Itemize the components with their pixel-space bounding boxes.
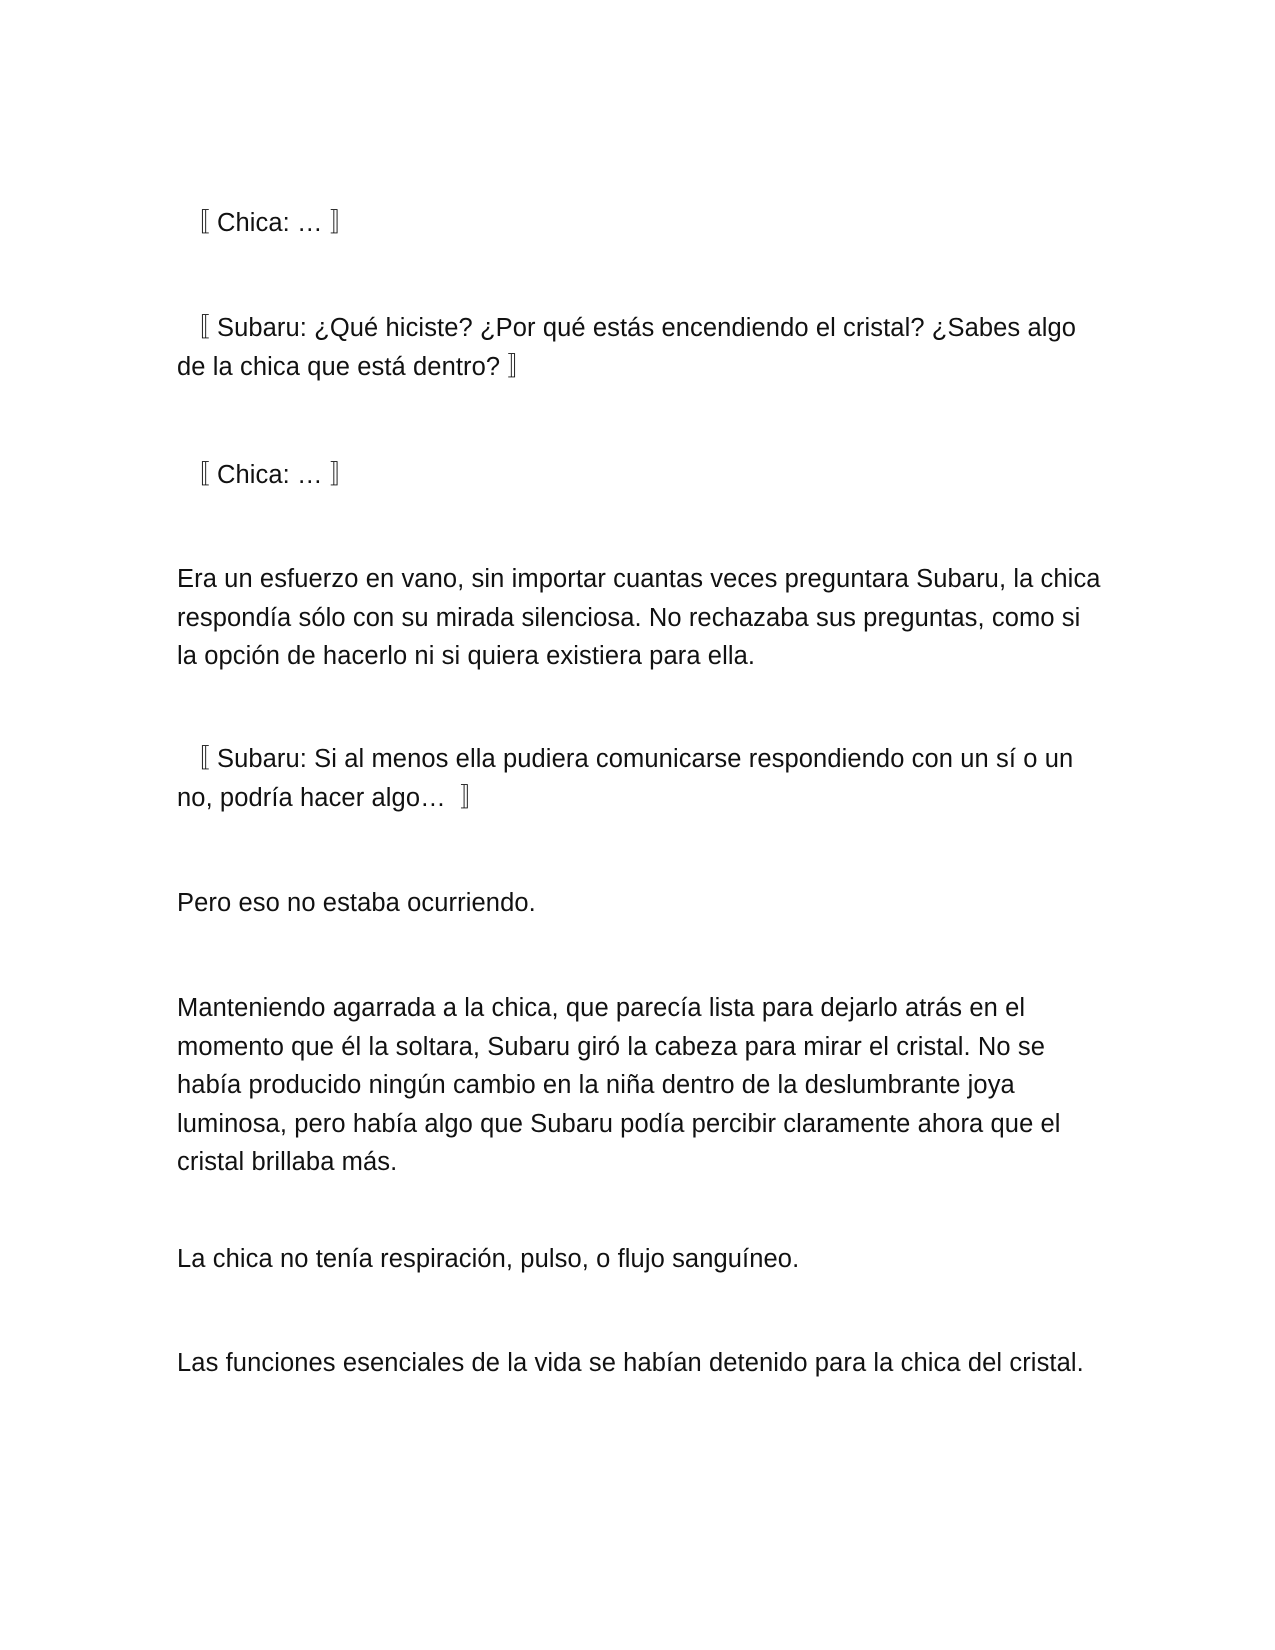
dialogue-paragraph: 〚 Subaru: Si al menos ella pudiera comunicarse respondiendo con un sí o un no, podría hacer algo… 〛	[177, 745, 1074, 812]
dialogue-paragraph: 〚 Chica: … 〛	[177, 461, 356, 489]
dialogue-paragraph: 〚 Subaru: ¿Qué hiciste? ¿Por qué estás encendiendo el cristal? ¿Sabes algo de la chica que está dentro? 〛	[177, 314, 1077, 381]
narration-paragraph: Manteniendo agarrada a la chica, que parecía lista para dejarlo atrás en el momento que él la soltara, Subaru giró la cabeza para mirar el cristal. No se había producido ningún cambio en la niña dentro de la deslumbrante joya luminosa, pero había algo que Subaru podía percibir claramente ahora que el cristal brillaba más.	[177, 994, 1061, 1176]
dialogue-paragraph: 〚 Chica: … 〛	[177, 209, 356, 237]
narration-paragraph: La chica no tenía respiración, pulso, o flujo sanguíneo.	[177, 1245, 800, 1273]
narration-paragraph: Era un esfuerzo en vano, sin importar cuantas veces preguntara Subaru, la chica respondía sólo con su mirada silenciosa. No rechazaba sus preguntas, como si la opción de hacerlo ni si quiera existiera para ella.	[177, 565, 1101, 670]
narration-paragraph: Las funciones esenciales de la vida se habían detenido para la chica del cristal.	[177, 1349, 1084, 1377]
narration-paragraph: Pero eso no estaba ocurriendo.	[177, 889, 536, 917]
